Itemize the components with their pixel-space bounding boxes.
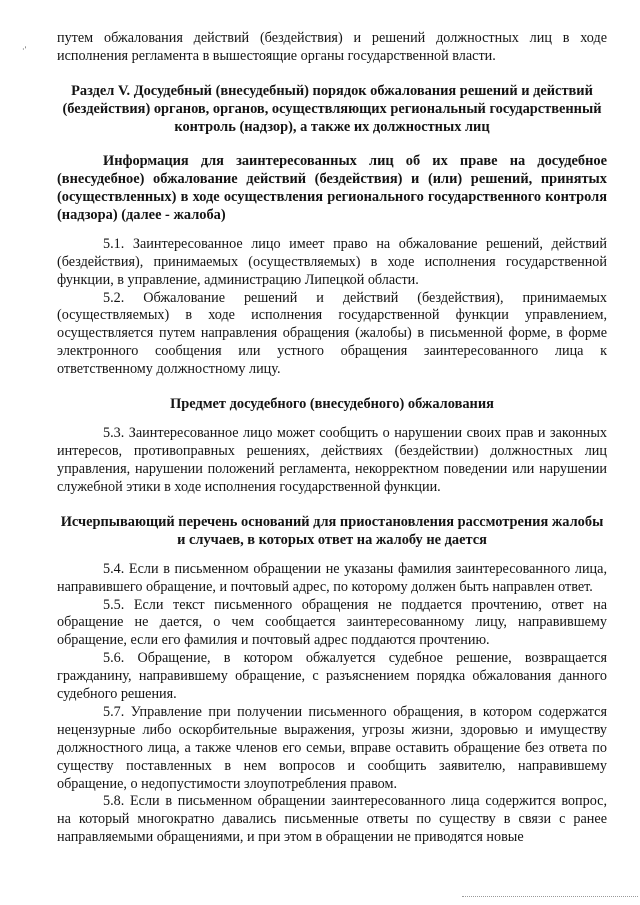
spacer (57, 224, 607, 236)
paragraph-5-8: 5.8. Если в письменном обращении заинтересованного лица содержится вопрос, на который многократно давались письменные ответы по существу в связи с ранее направляемыми обращениями, и при этом в обращении не приводятся новые (57, 793, 607, 846)
paragraph-5-2: 5.2. Обжалование решений и действий (бездействия), принимаемых (осуществляемых) в ходе исполнения государственной функции управлением, осуществляется путем направления обращения (жалобы) в письменной форме, в форме электронного сообщения или устного обращения заинтересованного лица к ответственному должностному лицу. (57, 289, 607, 378)
section-title: Раздел V. Досудебный (внесудебный) порядок обжалования решений и действий (бездействия) органов, органов, осуществляющих региональный государственный контроль (надзор), а также их должностных лиц (62, 82, 602, 135)
info-heading: Информация для заинтересованных лиц об их праве на досудебное (внесудебное) обжалование действий (бездействия) и (или) решений, принятых (осуществленных) в ходе осуществления регионального государственного контроля (надзора) (далее - жалоба) (57, 152, 607, 223)
spacer (57, 413, 607, 425)
paragraph-5-7: 5.7. Управление при получении письменного обращения, в котором содержатся нецензурные либо оскорбительные выражения, угрозы жизни, здоровью и имуществу должностного лица, а также членов его семьи, вправе оставить обращение без ответа по существу поставленных в нем вопросов и сообщить заявителю, направившему обращение, о недопустимости злоупотребления правом. (57, 703, 607, 792)
paragraph-5-5: 5.5. Если текст письменного обращения не поддается прочтению, ответ на обращение не дается, о чем сообщается заинтересованному лицу, направившему обращение, если его фамилия и почтовый адрес поддаются прочтению. (57, 596, 607, 649)
spacer (57, 549, 607, 561)
paragraph-continuation: путем обжалования действий (бездействия) и решений должностных лиц в ходе исполнения регламента в вышестоящие органы государственной власти. (57, 30, 607, 64)
paragraph-5-3: 5.3. Заинтересованное лицо может сообщить о нарушении своих прав и законных интересов, противоправных решениях, действиях (бездействии) должностных лиц управления, нарушении положений регламента, некорректном поведении или нарушении служебной этики в ходе исполнения государственной функции. (57, 425, 607, 495)
subject-heading: Предмет досудебного (внесудебного) обжалования (170, 396, 494, 413)
spacer (57, 66, 607, 82)
paragraph-5-6: 5.6. Обращение, в котором обжалуется судебное решение, возвращается гражданину, направившему обращение, с разъяснением порядка обжалования данного судебного решения. (57, 650, 607, 703)
spacer (57, 136, 607, 152)
paragraph-5-4: 5.4. Если в письменном обращении не указаны фамилия заинтересованного лица, направившего обращение, и почтовый адрес, по которому должен быть направлен ответ. (57, 560, 607, 595)
grounds-heading: Исчерпывающий перечень оснований для приостановления рассмотрения жалобы и случаев, в которых ответ на жалобу не дается (60, 513, 604, 548)
scan-artifact-line (462, 896, 638, 898)
spacer (57, 379, 607, 395)
spacer (57, 497, 607, 513)
scan-mark: ·' (22, 45, 27, 54)
document-body (57, 30, 607, 847)
paragraph-5-1: 5.1. Заинтересованное лицо имеет право на обжалование решений, действий (бездействия), принимаемых (осуществляемых) в ходе исполнения государственной функции, в управление, администрацию Липецкой области. (57, 235, 607, 288)
